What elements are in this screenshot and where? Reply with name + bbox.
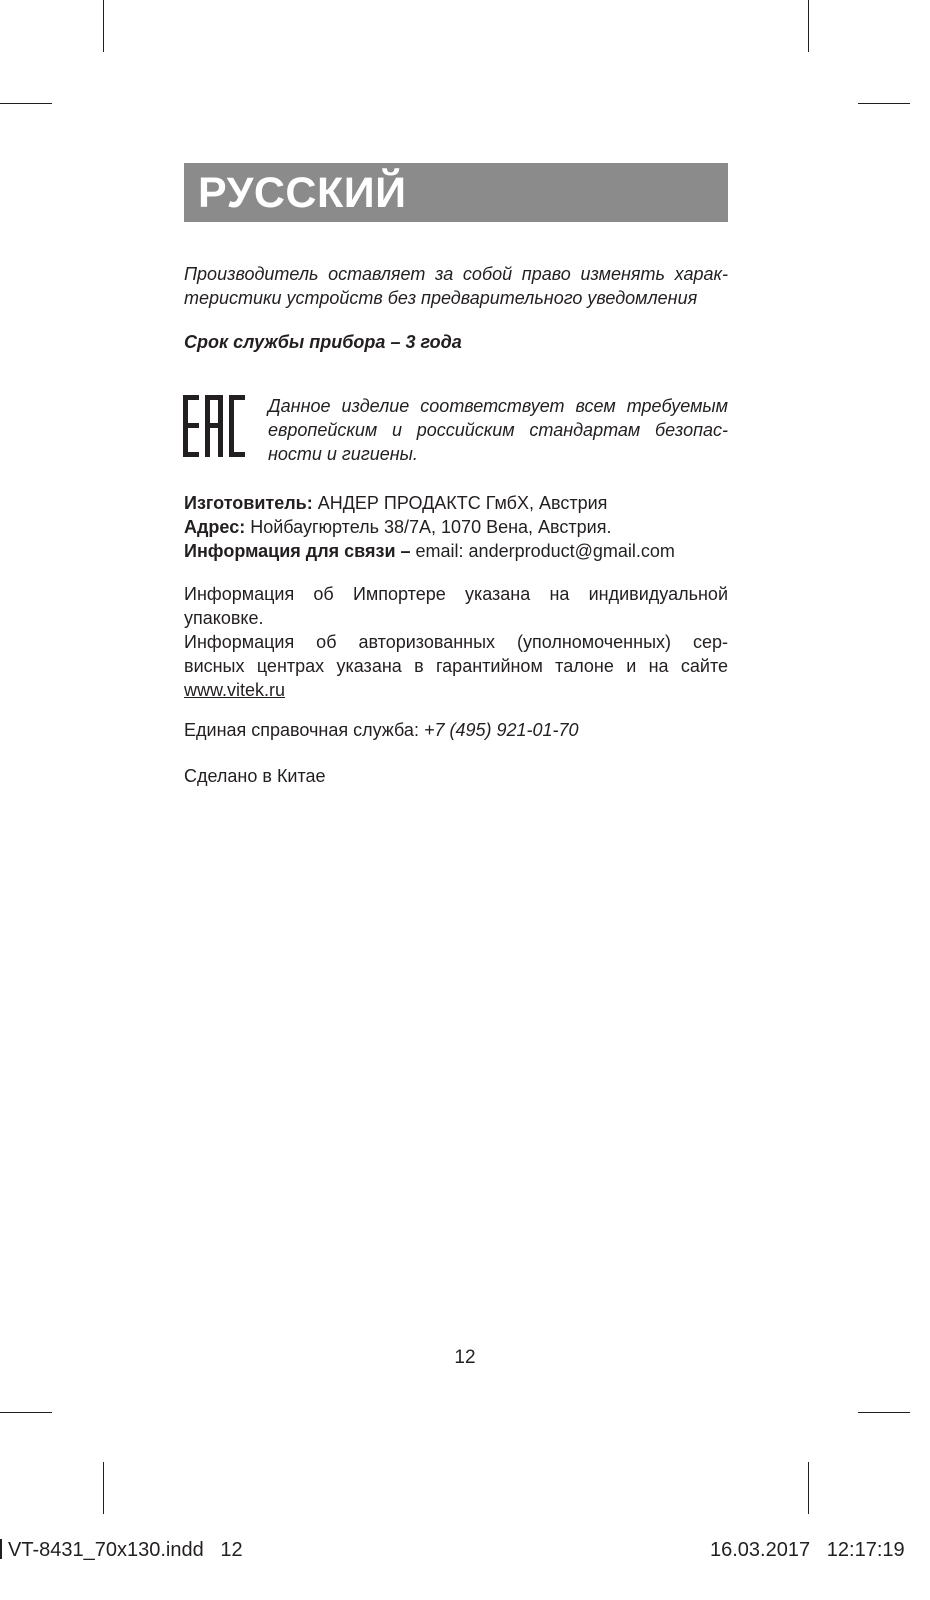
importer-line-2: упаковке. [184, 608, 264, 628]
change-notice-line-2: теристики устройств без предварительного уведомления [184, 288, 698, 308]
manufacturer-value: АНДЕР ПРОДАКТС ГмбХ, Австрия [312, 493, 608, 513]
language-title: РУССКИЙ [198, 169, 407, 217]
contact-value: email: anderproduct@gmail.com [410, 541, 675, 561]
slug-bar [0, 1539, 2, 1559]
page-number: 12 [454, 1347, 476, 1368]
eac-statement-line-3: ности и гигиены. [268, 444, 418, 464]
helpline [184, 718, 728, 742]
change-notice-line-1: Производитель оставляет за собой право изменять харак- [184, 264, 728, 284]
website-link[interactable]: www.vitek.ru [184, 680, 286, 700]
importer-line-3: Информация об авторизованных (уполномоченных) сер- [184, 632, 728, 652]
slug-file-name: VT-8431_70x130.indd 12 [8, 1539, 243, 1561]
change-notice [184, 262, 728, 310]
crop-mark-top-right [808, 0, 809, 52]
manufacturer-line [184, 491, 728, 515]
manufacturer-label: Изготовитель: [184, 493, 313, 513]
crop-mark-bottom-left [103, 1462, 104, 1514]
crop-mark-top-left-h [0, 103, 52, 104]
importer-line-1: Информация об Импортере указана на индивидуальной [184, 584, 728, 604]
eac-mark-icon [183, 395, 245, 457]
crop-mark-top-right-h [858, 103, 910, 104]
crop-mark-bottom-left-h [0, 1412, 52, 1413]
made-in: Сделано в Китае [184, 766, 326, 786]
importer-block [184, 582, 728, 702]
language-header [184, 163, 728, 222]
contact-line [184, 539, 728, 563]
address-label: Адрес: [184, 517, 246, 537]
service-life: Срок службы прибора – 3 года [184, 332, 462, 352]
crop-mark-top-left [103, 0, 104, 52]
address-value: Нойбаугюртель 38/7А, 1070 Вена, Австрия. [245, 517, 612, 537]
helpline-phone: +7 (495) 921-01-70 [423, 720, 579, 740]
helpline-label: Единая справочная служба: [184, 720, 424, 740]
crop-mark-bottom-right-h [858, 1412, 910, 1413]
website-line [184, 678, 728, 702]
slug-date: 16.03.2017 12:17:19 [710, 1539, 905, 1561]
slug-file [0, 1538, 243, 1562]
eac-statement-line-1: Данное изделие соответствует всем требуемым [268, 396, 728, 416]
contact-label: Информация для связи – [184, 541, 411, 561]
crop-mark-bottom-right [808, 1462, 809, 1514]
eac-statement-line-2: европейским и российским стандартам безопас- [268, 420, 728, 440]
manufacturer-block [184, 491, 728, 563]
address-line [184, 515, 728, 539]
importer-line-4: висных центрах указана в гарантийном талоне и на сайте [184, 656, 728, 676]
eac-statement [268, 394, 728, 466]
